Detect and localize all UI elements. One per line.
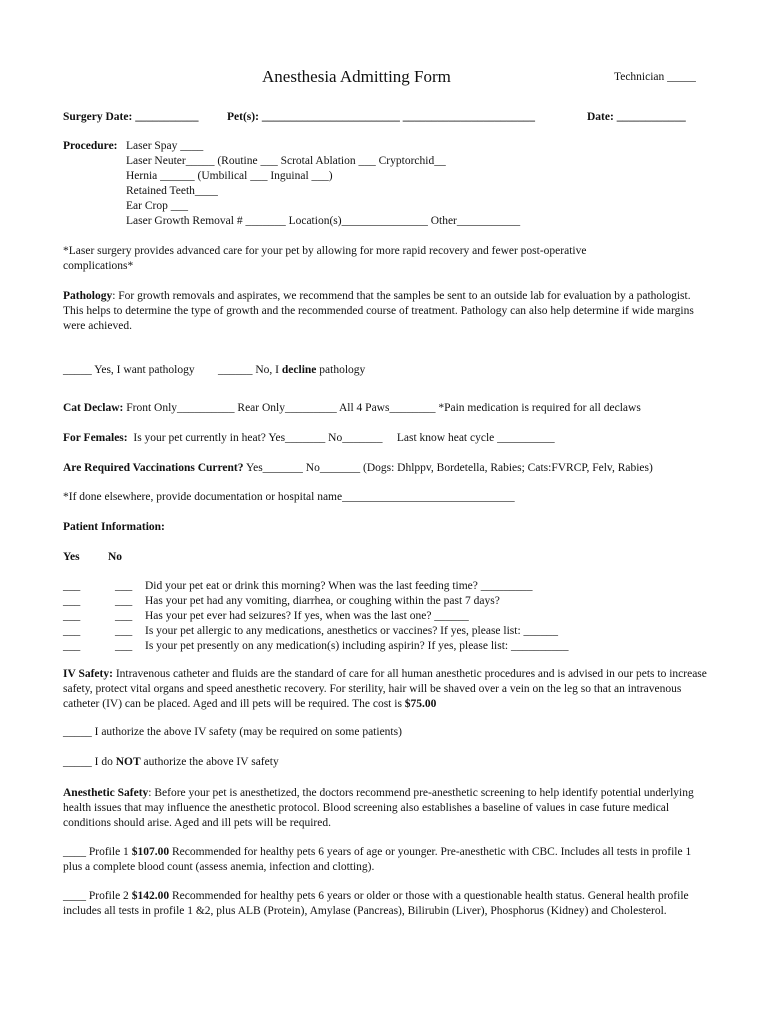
procedure-option-growth-removal[interactable]: Laser Growth Removal # _______ Location(s)_______________ Other___________ xyxy=(126,215,521,227)
question-yes-field[interactable]: ___ xyxy=(63,625,81,637)
iv-safety-text: Intravenous catheter and fluids are the standard of care for all human anesthetic procedures and is advised in our pets to increase safety, protect vital organs and speed anesthetic recovery. For sterility, hair will be shaved over a vein on the leg so that an intravenous catheter (IV) can be placed. Aged and ill pets will be required. The cost is xyxy=(63,668,707,710)
technician-field[interactable]: Technician _____ xyxy=(614,71,696,83)
question-no-field[interactable]: ___ xyxy=(115,580,133,592)
pathology-no-option[interactable] xyxy=(218,364,365,376)
no-column-header: No xyxy=(108,551,123,563)
question-no-field[interactable]: ___ xyxy=(115,640,133,652)
vaccinations-label: Are Required Vaccinations Current? xyxy=(63,462,244,474)
vaccinations-text: Yes_______ No_______ (Dogs: Dhlppv, Bordetella, Rabies; Cats:FVRCP, Felv, Rabies) xyxy=(243,462,653,474)
pathology-no-bold: decline xyxy=(281,364,317,376)
iv-decline-bold: NOT xyxy=(115,756,141,768)
pathology-yes-option[interactable]: _____ Yes, I want pathology xyxy=(63,364,195,376)
yes-column-header: Yes xyxy=(63,551,80,563)
question-text: Is your pet presently on any medication(s) including aspirin? If yes, please list: __________ xyxy=(145,640,569,652)
pathology-label: Pathology xyxy=(63,290,113,302)
pets-field[interactable]: ________________________ _______________________ xyxy=(261,111,535,123)
question-yes-field[interactable]: ___ xyxy=(63,640,81,652)
pathology-no-prefix: ______ No, I xyxy=(218,364,282,376)
question-text: Is your pet allergic to any medications, anesthetics or vaccines? If yes, please list: ______ xyxy=(145,625,559,637)
vaccinations-paragraph[interactable] xyxy=(63,461,683,476)
surgery-date-field[interactable]: ___________ xyxy=(135,111,199,123)
question-text: Did your pet eat or drink this morning? When was the last feeding time? _________ xyxy=(145,580,533,592)
anesthetic-safety-text: : Before your pet is anesthetized, the doctors recommend pre-anesthetic screening to help identify potential underlying health issues that may influence the anesthetic protocol. Blood screening also establishes a baseline of values in case future medical conditions should arise. Aged and ill pets will be required. xyxy=(63,787,694,829)
iv-decline-option[interactable] xyxy=(63,756,279,768)
question-yes-field[interactable]: ___ xyxy=(63,610,81,622)
form-title: Anesthesia Admitting Form xyxy=(262,67,451,86)
iv-safety-paragraph xyxy=(63,667,709,712)
iv-decline-prefix: _____ I do xyxy=(63,756,116,768)
iv-safety-cost: $75.00 xyxy=(404,698,437,710)
surgery-row xyxy=(63,111,198,123)
profile-1-prefix: ____ Profile 1 xyxy=(63,846,132,858)
procedure-option-ear-crop[interactable]: Ear Crop ___ xyxy=(126,200,188,212)
iv-decline-suffix: authorize the above IV safety xyxy=(140,756,279,768)
procedure-option-retained-teeth[interactable]: Retained Teeth____ xyxy=(126,185,218,197)
iv-safety-label: IV Safety: xyxy=(63,668,113,680)
profile-1-price: $107.00 xyxy=(131,846,170,858)
cat-declaw-label: Cat Declaw: xyxy=(63,402,124,414)
procedure-label: Procedure: xyxy=(63,140,118,152)
procedure-option-hernia[interactable]: Hernia ______ (Umbilical ___ Inguinal ___) xyxy=(126,170,333,182)
cat-declaw-text: Front Only__________ Rear Only_________ All 4 Paws________ *Pain medication is required for all declaws xyxy=(123,402,641,414)
question-text: Has your pet had any vomiting, diarrhea, or coughing within the past 7 days? xyxy=(145,595,500,607)
surgery-date-label: Surgery Date: xyxy=(63,111,133,123)
profile-2-text: Recommended for healthy pets 6 years or older or those with a questionable health status. General health profile includes all tests in profile 1 &2, plus ALB (Protein), Amylase (Pancreas), Bilirubin (Liver), Phosphorus (Kidney) and Cholesterol. xyxy=(63,890,689,917)
pathology-text: : For growth removals and aspirates, we recommend that the samples be sent to an outside lab for evaluation by a pathologist. This helps to determine the type of growth and the recommended course of treatment. Pathology can also help determine if wide margins were achieved. xyxy=(63,290,694,332)
pets-label: Pet(s): xyxy=(227,111,259,123)
question-yes-field[interactable]: ___ xyxy=(63,580,81,592)
question-no-field[interactable]: ___ xyxy=(115,610,133,622)
pathology-no-suffix: pathology xyxy=(316,364,366,376)
question-no-field[interactable]: ___ xyxy=(115,595,133,607)
date-label: Date: xyxy=(587,111,614,123)
question-yes-field[interactable]: ___ xyxy=(63,595,81,607)
iv-authorize-option[interactable]: _____ I authorize the above IV safety (may be required on some patients) xyxy=(63,726,402,738)
anesthetic-safety-paragraph xyxy=(63,786,709,831)
date-field[interactable]: ____________ xyxy=(616,111,686,123)
profile-2-prefix: ____ Profile 2 xyxy=(63,890,132,902)
patient-info-label: Patient Information: xyxy=(63,521,165,533)
females-row[interactable] xyxy=(63,432,555,444)
profile-1-text: Recommended for healthy pets 6 years of age or younger. Pre-anesthetic with CBC. Includes all tests in profile 1 plus a complete blood count (assess anemia, infection and clotting). xyxy=(63,846,692,873)
profile-2-price: $142.00 xyxy=(131,890,170,902)
date-group xyxy=(587,111,686,123)
question-no-field[interactable]: ___ xyxy=(115,625,133,637)
cat-declaw-row[interactable] xyxy=(63,402,641,414)
females-text: Is your pet currently in heat? Yes_______ No_______ Last know heat cycle __________ xyxy=(127,432,555,444)
procedure-option-laser-spay[interactable]: Laser Spay ____ xyxy=(126,140,204,152)
laser-note: *Laser surgery provides advanced care for your pet by allowing for more rapid recovery and fewer post-operative complications* xyxy=(63,245,587,272)
profile-1-option[interactable] xyxy=(63,845,709,875)
anesthetic-safety-label: Anesthetic Safety xyxy=(63,787,149,799)
profile-2-option[interactable] xyxy=(63,889,709,919)
females-label: For Females: xyxy=(63,432,128,444)
procedure-option-laser-neuter[interactable]: Laser Neuter_____ (Routine ___ Scrotal Ablation ___ Cryptorchid__ xyxy=(126,155,446,167)
pathology-paragraph xyxy=(63,289,709,334)
question-text: Has your pet ever had seizures? If yes, when was the last one? ______ xyxy=(145,610,469,622)
vaccinations-note[interactable]: *If done elsewhere, provide documentation or hospital name______________________________ xyxy=(63,491,515,503)
pets-group xyxy=(227,111,535,123)
